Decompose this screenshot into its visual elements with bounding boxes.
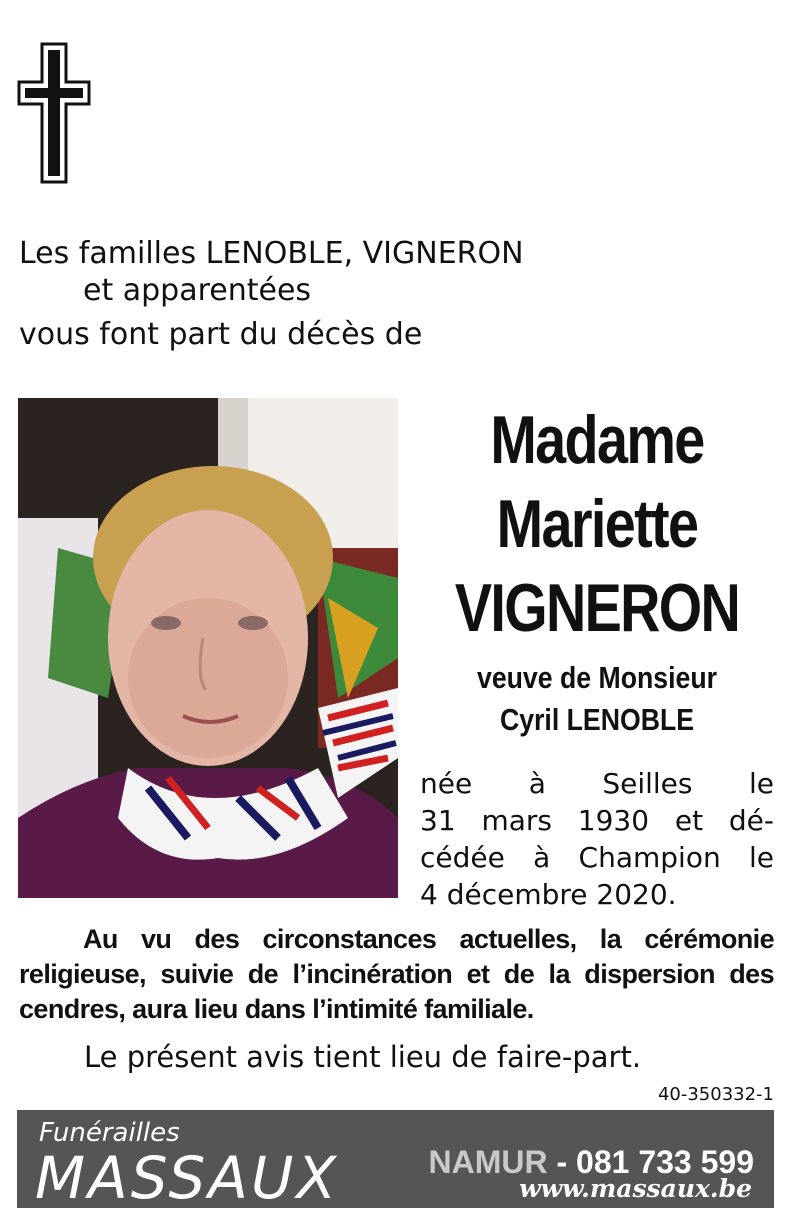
birth-line-4: 4 décembre 2020. (420, 878, 677, 911)
notice-text: Le présent avis tient lieu de faire-part. (84, 1040, 642, 1074)
contact-city: NAMUR (428, 1144, 548, 1180)
ceremony-text: Au vu des circonstances actuelles, la cérémonie religieuse, suivie de l’incinération et de la dispersion des cendres, aura lieu dans l’intimité familiale. (19, 924, 774, 1024)
latin-cross-icon (17, 42, 91, 184)
deceased-first-name: Mariette (496, 486, 698, 562)
portrait-photo (18, 398, 398, 898)
widow-line-1: veuve de Monsieur (476, 660, 718, 695)
birth-line-2: 31 mars 1930 et dé- (420, 804, 774, 837)
intro-text (19, 236, 524, 354)
funeral-home-label: Funérailles (39, 1118, 180, 1148)
widow-of (436, 657, 758, 741)
intro-announcement: vous font part du décès de (19, 317, 423, 353)
website-link: www.massaux.be (519, 1174, 752, 1203)
intro-relatives: et apparentées (83, 272, 312, 308)
reference-number: 40-350332-1 (657, 1084, 774, 1105)
widow-line-2: Cyril LENOBLE (499, 702, 695, 737)
intro-families: Les familles LENOBLE, VIGNERON (19, 236, 524, 271)
funeral-home-name: MASSAUX (35, 1144, 340, 1212)
birth-line-3: cédée à Champion le (420, 841, 774, 874)
deceased-name (452, 398, 742, 650)
deceased-title: Madame (490, 402, 704, 478)
ceremony-paragraph (19, 922, 774, 1027)
birth-death-details (420, 765, 774, 913)
contact-separator: - (547, 1144, 577, 1180)
deceased-last-name: VIGNERON (454, 570, 740, 646)
funeral-home-banner (17, 1110, 774, 1212)
phone-number: 081 733 599 (576, 1144, 754, 1180)
birth-line-1: née à Seilles le (420, 767, 774, 800)
